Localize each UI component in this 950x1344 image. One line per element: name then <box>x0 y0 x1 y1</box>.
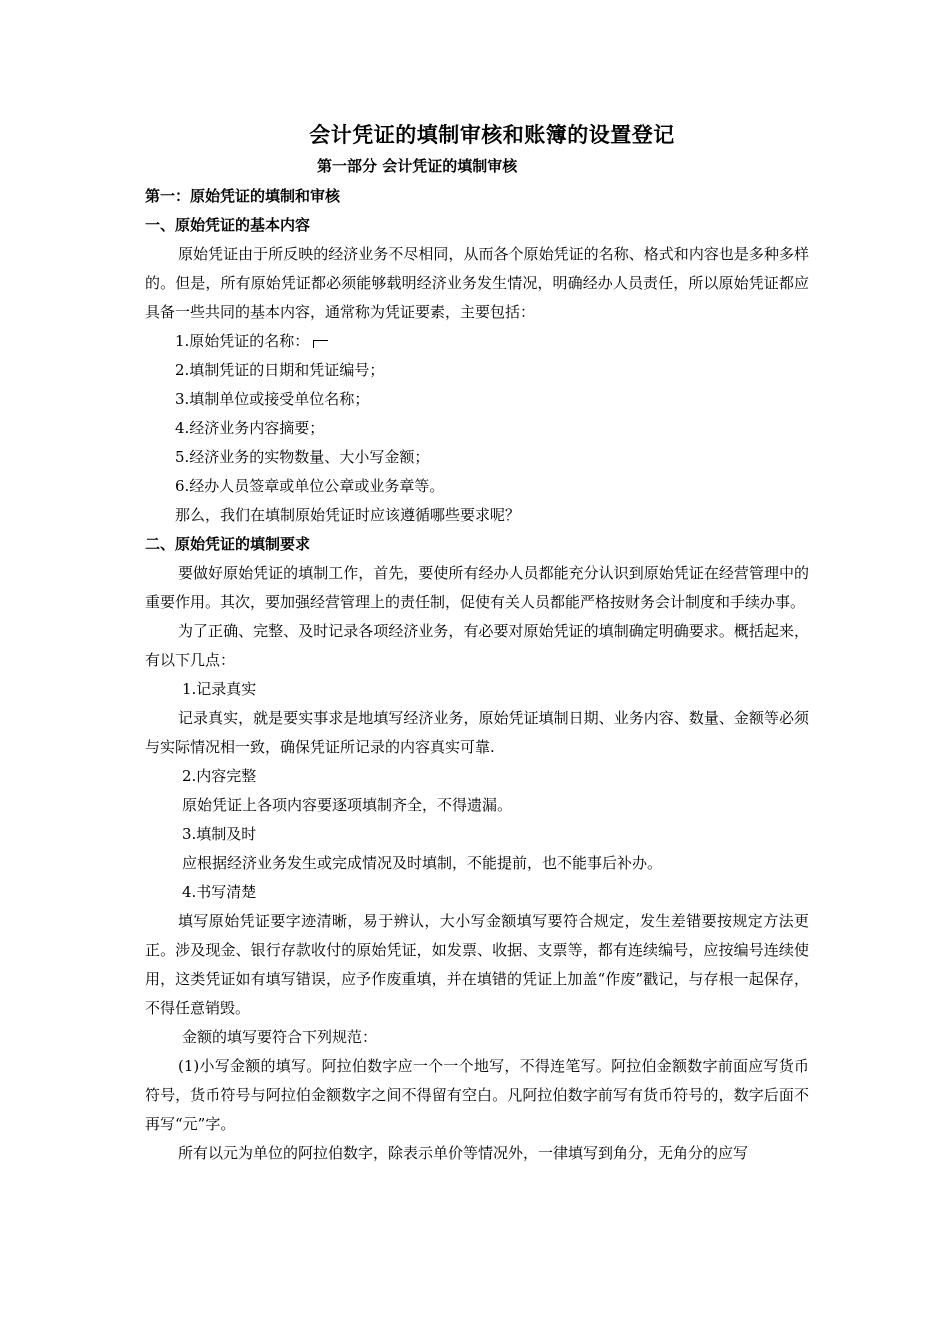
list-item: 3.填制单位或接受单位名称； <box>175 390 370 408</box>
requirement-text: 应根据经济业务发生或完成情况及时填制，不能提前，也不能事后补办。 <box>182 854 663 872</box>
requirement-title: 1.记录真实 <box>182 680 257 698</box>
requirement-text: 原始凭证上各项内容要逐项填制齐全，不得遗漏。 <box>182 796 513 814</box>
cursor-mark <box>313 340 328 348</box>
requirement-title: 2.内容完整 <box>182 767 257 785</box>
paragraph-requirements-summary: 为了正确、完整、及时记录各项经济业务，有必要对原始凭证的填制确定明确要求。概括起来，有以下几点： <box>145 622 809 669</box>
document-title: 会计凭证的填制审核和账簿的设置登记 <box>309 122 675 147</box>
paragraph-requirements-intro: 要做好原始凭证的填制工作，首先，要使所有经办人员都能充分认识到原始凭证在经营管理中的重要作用。其次，要加强经营管理上的责任制，促使有关人员都能严格按财务会计制度和手续办事。 <box>145 564 809 611</box>
paragraph-basic-content: 原始凭证由于所反映的经济业务不尽相同，从而各个原始凭证的名称、格式和内容也是多种多样的。但是，所有原始凭证都必须能够载明经济业务发生情况，明确经办人员责任，所以原始凭证都应具备一些共同的基本内容，通常称为凭证要素，主要包括： <box>145 245 809 321</box>
document-page <box>145 118 809 1168</box>
requirement-title: 3.填制及时 <box>182 825 257 843</box>
requirement-title: 4.书写清楚 <box>182 883 257 901</box>
question-text: 那么，我们在填制原始凭证时应该遵循哪些要求呢？ <box>175 506 521 524</box>
heading-fill-requirements: 二、原始凭证的填制要求 <box>145 535 311 553</box>
list-item-text: 1.原始凭证的名称： <box>175 332 310 350</box>
list-item: 2.填制凭证的日期和凭证编号； <box>175 361 385 379</box>
heading-basic-content: 一、原始凭证的基本内容 <box>145 216 311 234</box>
section-heading: 第一：原始凭证的填制和审核 <box>145 187 341 205</box>
amount-rule-1: (1)小写金额的填写。阿拉伯数字应一个一个地写，不得连笔写。阿拉伯金额数字前面应写货币符号，货币符号与阿拉伯金额数字之间不得留有空白。凡阿拉伯数字前写有货币符号的，数字后面不再写“元”字。 <box>145 1057 809 1133</box>
requirement-text: 填写原始凭证要字迹清晰，易于辨认，大小写金额填写要符合规定，发生差错要按规定方法更正。涉及现金、银行存款收付的原始凭证，如发票、收据、支票等，都有连续编号，应按编号连续使用，这类凭证如有填写错误，应予作废重填，并在填错的凭证上加盖“作废”戳记，与存根一起保存，不得任意销毁。 <box>145 912 809 1017</box>
list-item <box>145 327 809 356</box>
list-item: 4.经济业务内容摘要； <box>175 419 325 437</box>
list-item: 6.经办人员签章或单位公章或业务章等。 <box>175 477 445 495</box>
amount-intro: 金额的填写要符合下列规范： <box>182 1028 378 1046</box>
list-item: 5.经济业务的实物数量、大小写金额； <box>175 448 430 466</box>
part-subtitle: 第一部分 会计凭证的填制审核 <box>317 157 518 175</box>
amount-rule-2: 所有以元为单位的阿拉伯数字，除表示单价等情况外，一律填写到角分，无角分的应写 <box>178 1144 749 1162</box>
requirement-text: 记录真实，就是要实事求是地填写经济业务，原始凭证填制日期、业务内容、数量、金额等必须与实际情况相一致，确保凭证所记录的内容真实可靠. <box>145 709 809 756</box>
